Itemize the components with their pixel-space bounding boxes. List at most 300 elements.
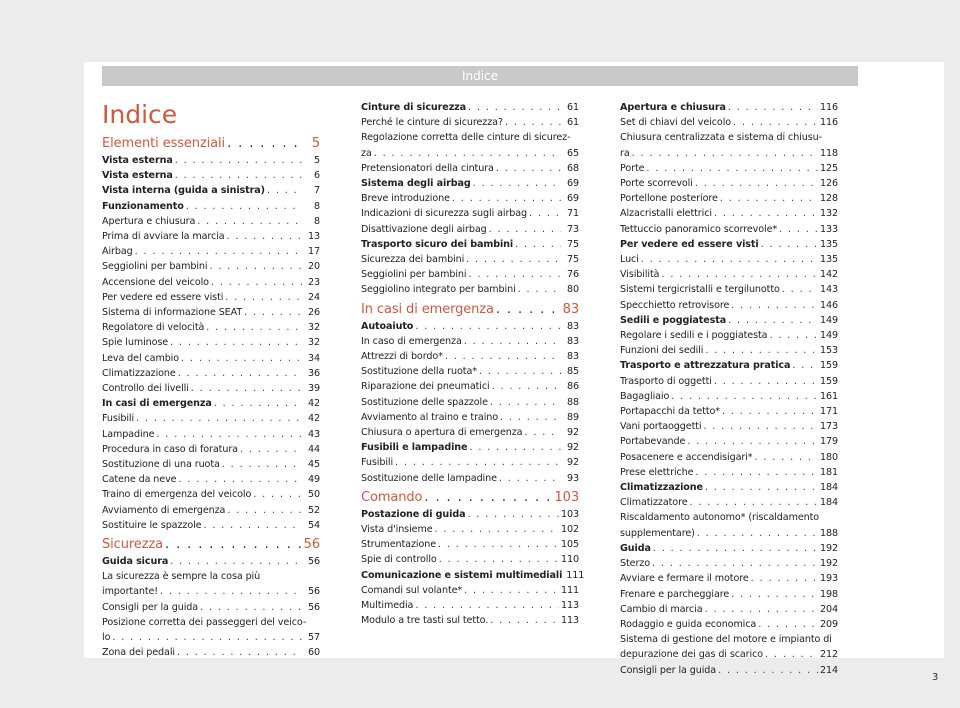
toc-entry-title: Catene da neve	[102, 474, 177, 486]
toc-entry-page: 92	[566, 442, 579, 454]
toc-entry-page: 43	[307, 428, 320, 440]
toc-entry-title: Trasporto di oggetti	[620, 375, 712, 387]
toc-entry-title: Per vedere ed essere visti	[620, 238, 759, 250]
toc-entry-title: Comandi sul volante*	[361, 584, 463, 596]
toc-entry[interactable]	[620, 222, 838, 237]
toc-entry-page: 26	[307, 307, 320, 319]
toc-entry-title: Autoaiuto	[361, 320, 414, 332]
toc-entry[interactable]	[102, 183, 320, 198]
toc-entry[interactable]	[361, 252, 579, 267]
toc-leader-dots	[175, 153, 302, 168]
toc-entry[interactable]	[620, 313, 838, 328]
toc-entry-title: Comando	[361, 489, 423, 505]
toc-entry-title: Funzionamento	[102, 200, 184, 212]
toc-entry-page: 133	[819, 223, 838, 235]
toc-entry-page: 65	[566, 147, 579, 159]
toc-entry-title: Luci	[620, 254, 639, 266]
toc-entry-title: Trasporto e attrezzatura pratica	[620, 360, 791, 372]
toc-entry-page: 116	[819, 117, 838, 129]
toc-entry[interactable]	[102, 229, 320, 244]
toc-entry[interactable]	[102, 472, 320, 487]
toc-entry[interactable]	[620, 161, 838, 176]
toc-leader-dots	[687, 434, 818, 449]
toc-entry-title: Controllo dei livelli	[102, 383, 189, 395]
toc-entry[interactable]	[620, 100, 838, 115]
toc-entry[interactable]	[361, 379, 579, 394]
toc-entry[interactable]	[620, 130, 838, 160]
toc-leader-dots	[222, 457, 302, 472]
toc-entry[interactable]	[620, 480, 838, 495]
toc-entry-page: 149	[819, 330, 838, 342]
toc-entry-page: 92	[566, 427, 579, 439]
toc-entry[interactable]	[361, 395, 579, 410]
toc-entry-page: 8	[313, 215, 320, 227]
toc-entry-title-line2: ra	[620, 147, 630, 159]
toc-entry[interactable]	[620, 206, 838, 221]
toc-leader-dots	[468, 100, 561, 115]
toc-entry[interactable]	[620, 587, 838, 602]
toc-entry[interactable]	[361, 237, 579, 252]
toc-leader-dots	[178, 366, 302, 381]
toc-entry[interactable]	[620, 465, 838, 480]
toc-leader-dots	[489, 222, 561, 237]
toc-leader-dots	[211, 275, 302, 290]
toc-entry[interactable]	[361, 161, 579, 176]
toc-entry-page: 102	[560, 524, 579, 536]
toc-leader-dots	[718, 663, 818, 678]
toc-entry-page: 36	[307, 367, 320, 379]
toc-entry[interactable]	[620, 450, 838, 465]
toc-entry-title: Avviare e fermare il motore	[620, 573, 749, 585]
toc-entry-page: 209	[819, 618, 838, 630]
toc-leader-dots	[135, 244, 302, 259]
toc-entry-title-line1: Posizione corretta dei passeggeri del veico-	[102, 616, 307, 628]
toc-entries-2	[361, 100, 585, 629]
toc-leader-dots	[181, 351, 302, 366]
toc-entry[interactable]	[102, 305, 320, 320]
toc-entry-page: 192	[819, 542, 838, 554]
toc-leader-dots	[415, 598, 559, 613]
toc-entry[interactable]	[361, 319, 579, 334]
toc-entry-page: 159	[819, 375, 838, 387]
toc-leader-dots	[464, 334, 561, 349]
toc-entry[interactable]	[361, 522, 579, 537]
toc-leader-dots	[653, 541, 818, 556]
toc-entry-title: Posacenere e accendisigari*	[620, 451, 753, 463]
toc-entry[interactable]	[361, 100, 579, 115]
toc-entry[interactable]	[620, 404, 838, 419]
toc-entry[interactable]	[620, 617, 838, 632]
toc-entry-page: 85	[566, 366, 579, 378]
toc-entry-page: 88	[566, 396, 579, 408]
toc-entry-page: 23	[307, 276, 320, 288]
toc-leader-dots	[479, 364, 561, 379]
toc-entry-title: Comunicazione e sistemi multimediali	[361, 569, 563, 581]
toc-leader-dots	[705, 480, 818, 495]
toc-entry[interactable]	[361, 552, 579, 567]
toc-entry-page: 52	[307, 504, 320, 516]
toc-entry[interactable]	[361, 349, 579, 364]
toc-entry[interactable]	[102, 503, 320, 518]
toc-entry[interactable]	[620, 556, 838, 571]
toc-entry[interactable]	[102, 457, 320, 472]
toc-leader-dots	[267, 183, 302, 198]
toc-leader-dots	[253, 487, 302, 502]
toc-entry[interactable]	[361, 282, 579, 297]
toc-section[interactable]	[361, 300, 579, 319]
toc-leader-dots	[779, 222, 818, 237]
toc-entry-title: Guida	[620, 542, 651, 554]
toc-entry-title: Set di chiavi del veicolo	[620, 117, 732, 129]
toc-entry-page: 173	[819, 421, 838, 433]
toc-entry[interactable]	[102, 351, 320, 366]
toc-entry-page: 83	[566, 335, 579, 347]
toc-entry-page: 50	[307, 489, 320, 501]
toc-entry-page: 80	[566, 284, 579, 296]
toc-entry[interactable]	[620, 252, 838, 267]
toc-column-3	[620, 100, 838, 678]
toc-entry[interactable]	[361, 471, 579, 486]
toc-entry-page: 132	[819, 208, 838, 220]
toc-leader-dots	[467, 507, 559, 522]
toc-entry-page: 113	[560, 615, 579, 627]
toc-entry[interactable]	[361, 334, 579, 349]
toc-entry-page: 13	[307, 231, 320, 243]
toc-section[interactable]	[102, 535, 320, 554]
toc-entry-title-line2: lo	[102, 632, 111, 644]
toc-entry-page: 179	[819, 436, 838, 448]
toc-leader-dots	[671, 389, 818, 404]
toc-entry-title-line2: za	[361, 147, 372, 159]
toc-leader-dots	[227, 503, 302, 518]
toc-entry[interactable]	[361, 115, 579, 130]
toc-leader-dots	[703, 419, 818, 434]
toc-entry[interactable]	[102, 518, 320, 533]
toc-entry-page: 184	[819, 497, 838, 509]
toc-entry[interactable]	[102, 442, 320, 457]
toc-entry-title: Apertura e chiusura	[102, 215, 196, 227]
toc-entry[interactable]	[102, 335, 320, 350]
toc-leader-dots	[452, 191, 561, 206]
toc-entry-title: Climatizzatore	[620, 497, 688, 509]
toc-entry-page: 76	[566, 269, 579, 281]
toc-entry-page: 103	[554, 489, 579, 505]
toc-entry-title: Spie di controllo	[361, 554, 437, 566]
toc-leader-dots	[200, 600, 302, 615]
toc-entry-title: Indicazioni di sicurezza sugli airbag	[361, 208, 528, 220]
toc-entry-page: 7	[313, 185, 320, 197]
toc-leader-dots	[395, 455, 561, 470]
toc-entry-page: 83	[566, 351, 579, 363]
toc-leader-dots	[466, 252, 561, 267]
toc-entry-page: 32	[307, 337, 320, 349]
toc-entry-title-line1: Riscaldamento autonomo* (riscaldamento	[620, 512, 820, 524]
toc-entry-title: Funzioni dei sedili	[620, 345, 704, 357]
toc-entry[interactable]	[361, 364, 579, 379]
toc-entry-title: Regolatore di velocità	[102, 322, 205, 334]
toc-entry[interactable]	[102, 290, 320, 305]
toc-entry-title: Sostituzione delle spazzole	[361, 396, 488, 408]
toc-entry-page: 128	[819, 193, 838, 205]
toc-leader-dots	[641, 252, 818, 267]
toc-leader-dots	[175, 168, 302, 183]
toc-entry-page: 125	[819, 162, 838, 174]
toc-entry-title: Rodaggio e guida economica	[620, 618, 757, 630]
toc-entry[interactable]	[620, 389, 838, 404]
toc-leader-dots	[469, 440, 561, 455]
toc-entry-title: Seggiolini per bambini	[102, 261, 208, 273]
toc-entry-title: Vista d'insieme	[361, 524, 433, 536]
toc-entry[interactable]	[620, 434, 838, 449]
toc-entry[interactable]	[361, 455, 579, 470]
toc-entry-page: 56	[307, 556, 320, 568]
toc-leader-dots	[761, 237, 818, 252]
toc-entry-title: Accensione del veicolo	[102, 276, 209, 288]
page-number: 3	[932, 672, 939, 683]
toc-entry[interactable]	[620, 510, 838, 540]
toc-entry-page: 212	[819, 649, 838, 661]
toc-entry[interactable]	[102, 214, 320, 229]
toc-entry-title: Sterzo	[620, 558, 651, 570]
toc-entry[interactable]	[102, 569, 320, 599]
toc-leader-dots	[524, 425, 561, 440]
toc-leader-dots	[244, 305, 302, 320]
toc-leader-dots	[714, 374, 818, 389]
toc-entry[interactable]	[102, 600, 320, 615]
toc-leader-dots	[769, 328, 818, 343]
toc-leader-dots	[496, 300, 561, 319]
toc-entry[interactable]	[102, 320, 320, 335]
toc-entry[interactable]	[620, 374, 838, 389]
toc-leader-dots	[203, 518, 302, 533]
toc-entry-title: Riparazione dei pneumatici	[361, 381, 490, 393]
page-header	[102, 66, 858, 86]
toc-entry-page: 42	[307, 413, 320, 425]
toc-entry[interactable]	[102, 199, 320, 214]
toc-leader-dots	[225, 290, 302, 305]
toc-leader-dots	[515, 237, 561, 252]
toc-entry[interactable]	[361, 598, 579, 613]
toc-leader-dots	[186, 199, 302, 214]
toc-entry[interactable]	[620, 632, 838, 662]
toc-leader-dots	[209, 259, 302, 274]
toc-entry-page: 86	[566, 381, 579, 393]
toc-entry-title: Sostituire le spazzole	[102, 519, 202, 531]
toc-entry-title: Airbag	[102, 246, 133, 258]
toc-entry-title: Prese elettriche	[620, 466, 694, 478]
toc-leader-dots	[652, 556, 818, 571]
toc-entry[interactable]	[102, 244, 320, 259]
toc-entry-page: 110	[560, 554, 579, 566]
toc-leader-dots	[170, 335, 302, 350]
toc-entry-title: Sistema degli airbag	[361, 178, 471, 190]
toc-entry[interactable]	[361, 176, 579, 191]
toc-entry-title: Prima di avviare la marcia	[102, 231, 225, 243]
toc-entry[interactable]	[361, 425, 579, 440]
toc-entry-title: Climatizzazione	[620, 482, 703, 494]
toc-entry[interactable]	[361, 191, 579, 206]
toc-entry-title: Apertura e chiusura	[620, 102, 726, 113]
toc-entry[interactable]	[620, 358, 838, 373]
toc-entry[interactable]	[102, 487, 320, 502]
toc-entry-page: 5	[311, 136, 320, 151]
toc-entry[interactable]	[361, 507, 579, 522]
toc-entry[interactable]	[361, 206, 579, 221]
toc-leader-dots	[697, 526, 818, 541]
toc-entry-title: In caso di emergenza	[361, 335, 462, 347]
toc-entry-page: 126	[819, 178, 838, 190]
toc-leader-dots	[165, 535, 302, 554]
toc-entry[interactable]	[620, 495, 838, 510]
toc-entry-title: Breve introduzione	[361, 193, 450, 205]
toc-entry-page: 5	[313, 155, 320, 166]
toc-entry-page: 103	[560, 508, 579, 520]
toc-entry-page: 20	[307, 261, 320, 273]
toc-entry[interactable]	[620, 237, 838, 252]
toc-entry-title: Vista esterna	[102, 170, 173, 182]
toc-entry-page: 49	[307, 474, 320, 486]
toc-leader-dots	[438, 537, 559, 552]
toc-entry-page: 135	[819, 254, 838, 266]
toc-entry-page: 83	[566, 320, 579, 332]
toc-entry[interactable]	[102, 366, 320, 381]
header-title: Indice	[461, 69, 499, 83]
toc-leader-dots	[690, 495, 818, 510]
toc-leader-dots	[160, 584, 302, 599]
toc-entry-page: 118	[819, 147, 838, 159]
toc-entry[interactable]	[620, 282, 838, 297]
toc-entry-title: Portellone posteriore	[620, 193, 718, 205]
toc-entry-page: 32	[307, 322, 320, 334]
toc-entry-page: 71	[566, 208, 579, 220]
toc-entry-page: 198	[819, 588, 838, 600]
toc-section[interactable]	[102, 134, 320, 153]
toc-entry[interactable]	[102, 381, 320, 396]
toc-entry[interactable]	[620, 191, 838, 206]
toc-entry-title-line2: importante!	[102, 586, 159, 598]
toc-entry[interactable]	[620, 115, 838, 130]
toc-leader-dots	[705, 602, 818, 617]
toc-entry[interactable]	[620, 419, 838, 434]
toc-leader-dots	[500, 410, 561, 425]
toc-entry[interactable]	[102, 275, 320, 290]
toc-entry-page: 193	[819, 573, 838, 585]
toc-entry-title: Procedura in caso di foratura	[102, 443, 238, 455]
toc-entry[interactable]	[102, 168, 320, 183]
toc-entry-title: Spie luminose	[102, 337, 169, 349]
toc-entry-title: Alzacristalli elettrici	[620, 208, 712, 220]
toc-leader-dots	[240, 442, 302, 457]
toc-entry[interactable]	[361, 130, 579, 160]
toc-entry-title: Avviamento al traino e traino	[361, 411, 499, 423]
toc-entry-title: Disattivazione degli airbag	[361, 223, 487, 235]
toc-entry[interactable]	[102, 259, 320, 274]
toc-leader-dots	[529, 206, 561, 221]
toc-leader-dots	[473, 176, 561, 191]
toc-entry-title: Sedili e poggiatesta	[620, 314, 727, 326]
toc-entry[interactable]	[620, 267, 838, 282]
toc-entry[interactable]	[361, 222, 579, 237]
toc-entry[interactable]	[620, 176, 838, 191]
toc-entry-page: 39	[307, 383, 320, 395]
toc-leader-dots	[170, 554, 302, 569]
toc-entry[interactable]	[361, 568, 585, 583]
toc-entry-page: 142	[819, 269, 838, 281]
toc-entry-page: 68	[566, 162, 579, 174]
toc-entry[interactable]	[102, 615, 320, 645]
toc-entry-title: Sistema di informazione SEAT	[102, 307, 243, 319]
toc-leader-dots	[496, 161, 561, 176]
toc-leader-dots	[722, 404, 818, 419]
toc-entry-title: Zona dei pedali	[102, 647, 175, 659]
toc-entry-title-line1: Regolazione corretta delle cinture di sicurez-	[361, 132, 571, 144]
toc-entry[interactable]	[361, 583, 579, 598]
toc-entry-page: 60	[307, 647, 320, 659]
toc-entry-title: Seggiolini per bambini	[361, 269, 467, 281]
toc-leader-dots	[490, 395, 561, 410]
toc-entry[interactable]	[361, 410, 579, 425]
toc-entry[interactable]	[620, 328, 838, 343]
toc-leader-dots	[720, 191, 818, 206]
toc-entry-page: 214	[819, 664, 838, 676]
toc-entry[interactable]	[102, 427, 320, 442]
toc-entry[interactable]	[102, 554, 320, 569]
toc-section[interactable]	[361, 488, 579, 507]
toc-entry-title: Traino di emergenza del veicolo	[102, 489, 252, 501]
toc-entry-page: 8	[313, 200, 320, 212]
toc-entry-title: Regolare i sedili e i poggiatesta	[620, 330, 768, 342]
toc-entry-page: 159	[819, 360, 838, 372]
toc-entry-title: Bagagliaio	[620, 390, 670, 402]
toc-leader-dots	[714, 206, 818, 221]
toc-leader-dots	[499, 471, 561, 486]
toc-entry[interactable]	[102, 411, 320, 426]
toc-entry-page: 24	[307, 291, 320, 303]
toc-entry[interactable]	[620, 602, 838, 617]
toc-entry-page: 184	[819, 482, 838, 494]
toc-entry-title: Cinture di sicurezza	[361, 102, 467, 113]
toc-entry-title: Specchietto retrovisore	[620, 299, 730, 311]
toc-entry-title: Multimedia	[361, 600, 414, 612]
toc-leader-dots	[765, 647, 818, 662]
toc-leader-dots	[227, 134, 302, 153]
toc-leader-dots	[445, 349, 561, 364]
toc-entry[interactable]	[620, 541, 838, 556]
toc-entry[interactable]	[620, 663, 838, 678]
toc-entries-1	[102, 134, 320, 661]
toc-entry[interactable]	[620, 571, 838, 586]
toc-entry[interactable]	[361, 267, 579, 282]
toc-entry[interactable]	[102, 645, 320, 660]
toc-entry[interactable]	[620, 298, 838, 313]
toc-leader-dots	[191, 381, 302, 396]
toc-entry[interactable]	[102, 396, 320, 411]
toc-entry-title-line1: La sicurezza è sempre la cosa più	[102, 571, 261, 583]
toc-entry-title: Frenare e parcheggiare	[620, 588, 730, 600]
toc-entry[interactable]	[361, 613, 579, 628]
toc-entry-title: Visibilità	[620, 269, 660, 281]
toc-entry-title: Attrezzi di bordo*	[361, 351, 443, 363]
toc-entry[interactable]	[620, 343, 838, 358]
toc-entry-title: Postazione di guida	[361, 508, 466, 520]
toc-entry[interactable]	[361, 537, 579, 552]
toc-entry[interactable]	[361, 440, 579, 455]
toc-entry[interactable]	[102, 153, 320, 168]
toc-leader-dots	[751, 571, 818, 586]
toc-entry-title: Portapacchi da tetto*	[620, 406, 720, 418]
toc-entry-title: Trasporto sicuro dei bambini	[361, 238, 514, 250]
toc-entry-title: Elementi essenziali	[102, 136, 226, 151]
